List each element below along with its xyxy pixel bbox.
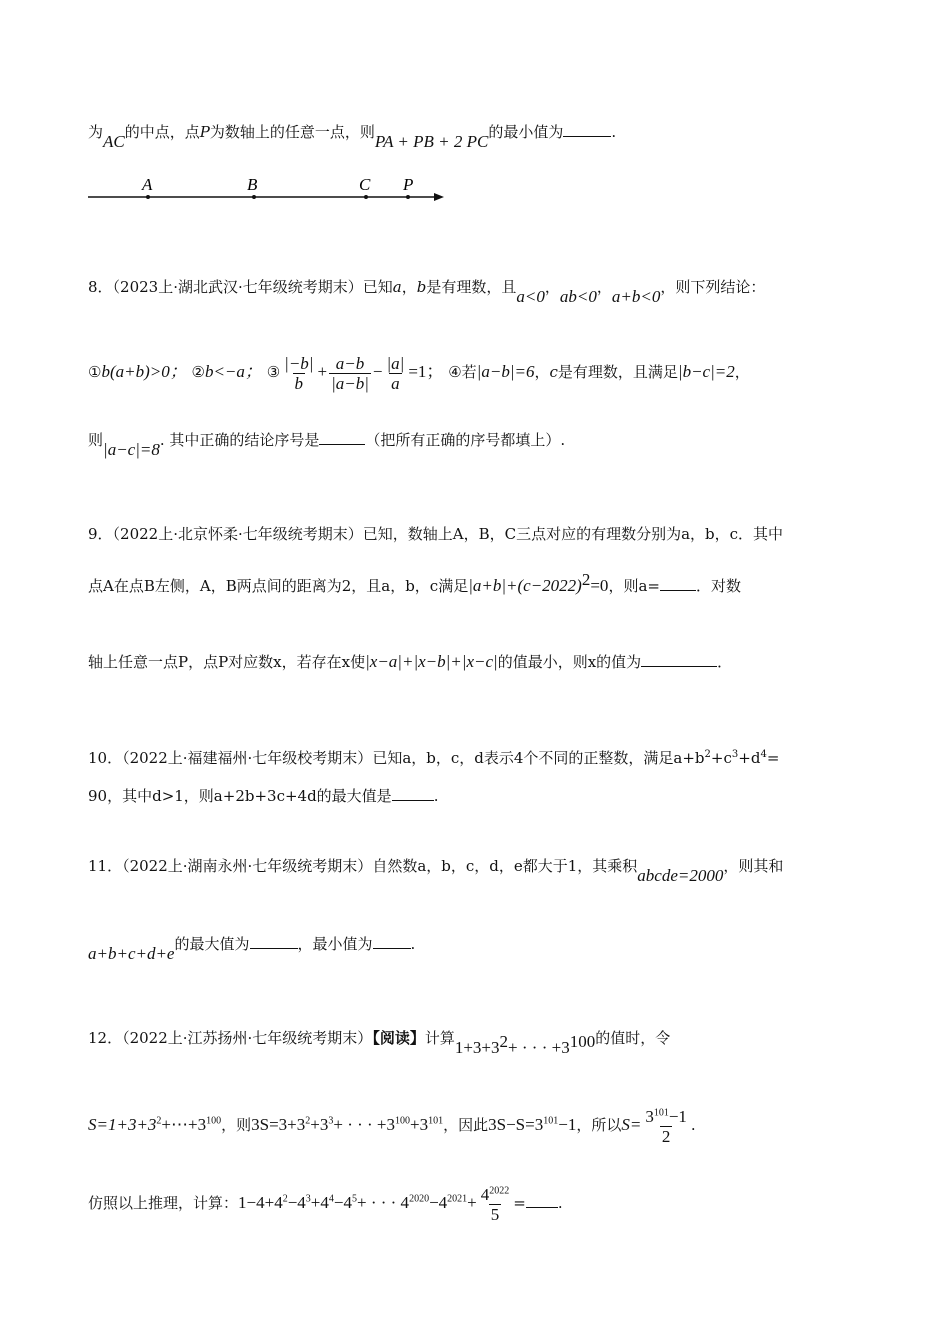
q9-text: ．对数 bbox=[695, 577, 741, 595]
q9-line-3 bbox=[88, 652, 732, 672]
exponent: 2 bbox=[499, 1032, 509, 1051]
answer-blank-max[interactable] bbox=[250, 934, 298, 949]
question-number: 10． bbox=[88, 749, 123, 767]
question-number: 11． bbox=[88, 857, 123, 875]
q12-expr: 1+3+3 bbox=[454, 1038, 500, 1057]
q12-expr: + bbox=[467, 1193, 477, 1212]
q11-line-1 bbox=[88, 856, 784, 885]
q8-text: 已知 bbox=[362, 278, 393, 296]
statement-1-mark: ① bbox=[88, 363, 102, 381]
statement-3-tail: =1； bbox=[408, 362, 444, 381]
fraction bbox=[282, 354, 315, 393]
q8-condition-3: a+b<0 bbox=[611, 287, 661, 306]
q10-text: = bbox=[766, 749, 780, 767]
q8-text: ，则下列结论： bbox=[660, 278, 766, 296]
var-c: c bbox=[549, 363, 558, 381]
q12-text: 的值时，令 bbox=[595, 1029, 671, 1047]
q12-expr: +3 bbox=[410, 1115, 429, 1134]
q12-line-1 bbox=[88, 1028, 671, 1057]
exponent: 2 bbox=[581, 570, 591, 589]
fraction-numerator: 3 bbox=[645, 1106, 654, 1126]
exponent: 3 bbox=[731, 749, 739, 760]
statement-2: b<−a； bbox=[204, 362, 262, 381]
point-c-dot bbox=[364, 195, 368, 199]
answer-blank[interactable] bbox=[660, 576, 696, 591]
reading-tag: 【阅读】 bbox=[372, 1029, 425, 1047]
q9-text: ． bbox=[717, 653, 733, 671]
q11-product-expr: abcde=2000 bbox=[637, 866, 724, 885]
statement-3-mark: ③ bbox=[266, 363, 281, 381]
point-p-dot bbox=[406, 195, 410, 199]
exponent: 2 bbox=[305, 1115, 311, 1127]
q8-text: 是有理数，且 bbox=[426, 278, 517, 296]
fraction-denominator: 2 bbox=[661, 1126, 671, 1146]
q12-expr: +4 bbox=[310, 1193, 329, 1212]
question-source: （2022上·江苏扬州·七年级统考期末） bbox=[122, 1029, 373, 1047]
q10-text: 已知a，b，c，d表示4个不同的正整数，满足a+b bbox=[372, 749, 705, 767]
q8-text: . 其中正确的结论序号是 bbox=[159, 431, 320, 449]
exponent: 101 bbox=[543, 1115, 559, 1127]
q12-expr: 3S=3+3 bbox=[251, 1115, 306, 1134]
q7-text: 为数轴上的任意一点，则 bbox=[209, 123, 375, 141]
q8-line-1: 8．（2023上·湖北武汉·七年级统考期末）已知a，b是有理数，且a<0，ab<0，a+b<0，则下列结论： bbox=[88, 278, 766, 306]
question-source: （2022上·北京怀柔·七年级统考期末） bbox=[112, 525, 363, 543]
q8-text: （把所有正确的序号都填上）. bbox=[365, 431, 566, 449]
q7-text: 的中点，点 bbox=[124, 123, 200, 141]
q12-text: ，所以 bbox=[576, 1116, 622, 1134]
q12-expr: −1 bbox=[558, 1115, 577, 1134]
exponent: 100 bbox=[395, 1115, 411, 1127]
statement-2-mark: ② bbox=[191, 363, 205, 381]
exponent: 2022 bbox=[489, 1184, 510, 1196]
q12-expr: −4 bbox=[333, 1193, 352, 1212]
q9-line-1 bbox=[88, 524, 783, 544]
q8-line-2 bbox=[88, 352, 750, 393]
q7-text: 的最小值为 bbox=[488, 123, 564, 141]
exponent: 100 bbox=[569, 1032, 596, 1051]
q7-point-p: P bbox=[199, 123, 210, 141]
q8-condition-2: ab<0 bbox=[559, 287, 597, 306]
point-c-label: C bbox=[359, 175, 371, 194]
fraction bbox=[479, 1185, 512, 1224]
fraction-numerator: |a| bbox=[386, 353, 405, 373]
statement-4-mark: ④若 bbox=[448, 363, 477, 381]
q7-text: 为 bbox=[88, 123, 104, 141]
exponent: 4 bbox=[328, 1193, 334, 1205]
question-source: （2023上·湖北武汉·七年级统考期末） bbox=[112, 278, 363, 296]
point-b-dot bbox=[252, 195, 256, 199]
question-source: （2022上·福建福州·七年级校考期末） bbox=[122, 749, 373, 767]
q8-text: ， bbox=[534, 363, 550, 381]
exponent: 101 bbox=[653, 1106, 669, 1118]
q12-line-3 bbox=[88, 1182, 563, 1224]
q12-text: 计算 bbox=[424, 1029, 455, 1047]
fraction bbox=[643, 1107, 689, 1146]
q12-expr: + · · · +3 bbox=[508, 1038, 570, 1057]
exponent: 2021 bbox=[447, 1193, 468, 1205]
exponent: 100 bbox=[206, 1115, 222, 1127]
q12-expr: +3 bbox=[310, 1115, 329, 1134]
exponent: 101 bbox=[428, 1115, 444, 1127]
q8-text: ， bbox=[401, 278, 417, 296]
statement-1: b(a+b)>0； bbox=[101, 362, 187, 381]
q11-text: 自然数a，b，c，d，e都大于1，其乘积 bbox=[372, 857, 638, 875]
question-number: 9． bbox=[88, 525, 113, 543]
fraction-denominator: |a−b| bbox=[331, 373, 369, 393]
exponent: 2 bbox=[282, 1193, 288, 1205]
answer-blank[interactable] bbox=[641, 652, 717, 667]
answer-blank-min[interactable] bbox=[373, 934, 411, 949]
q12-expr: +⋯+3 bbox=[161, 1115, 207, 1134]
exponent: 3 bbox=[328, 1115, 334, 1127]
fraction-denominator: a bbox=[391, 373, 400, 393]
exponent: 2020 bbox=[409, 1193, 430, 1205]
question-source: （2022上·湖南永州·七年级统考期末） bbox=[122, 857, 373, 875]
fraction bbox=[384, 354, 406, 393]
answer-blank[interactable] bbox=[563, 122, 611, 137]
q11-text: ，最小值为 bbox=[297, 935, 373, 953]
q8-text: 是有理数，且满足 bbox=[557, 363, 678, 381]
answer-blank[interactable] bbox=[319, 430, 365, 445]
q9-text: 已知，数轴上A，B，C三点对应的有理数分别为a，b，c．其中 bbox=[362, 525, 784, 543]
q12-expr: S=1+3+3 bbox=[88, 1115, 157, 1134]
fraction-numerator: −1 bbox=[668, 1106, 687, 1126]
q9-text: 轴上任意一点P，点P对应数x，若存在x使 bbox=[88, 653, 366, 671]
q7-line bbox=[88, 122, 617, 151]
operator: + bbox=[317, 362, 328, 381]
q11-text: 的最大值为 bbox=[174, 935, 250, 953]
q7-expr-ac: AC bbox=[103, 132, 125, 151]
fraction bbox=[329, 354, 371, 393]
point-p-label: P bbox=[403, 175, 414, 194]
question-number: 8． bbox=[88, 278, 113, 296]
exponent: 5 bbox=[351, 1193, 357, 1205]
q9-text: 的值最小，则x的值为 bbox=[497, 653, 642, 671]
q7-expr-sum: PA + PB + 2 PC bbox=[374, 132, 489, 151]
var-b: b bbox=[416, 278, 427, 296]
q9-line-2 bbox=[88, 570, 741, 596]
exponent: 2 bbox=[704, 749, 711, 760]
fraction-numerator: |−b| bbox=[284, 353, 314, 373]
q11-line-2 bbox=[88, 934, 416, 963]
statement-4-expr-3: |a−c|=8 bbox=[103, 440, 160, 459]
number-line-arrow bbox=[434, 193, 444, 201]
fraction-numerator: a−b bbox=[335, 353, 365, 373]
point-b-label: B bbox=[247, 175, 258, 194]
q11-text: ，则其和 bbox=[723, 857, 784, 875]
q10-line-2 bbox=[88, 786, 438, 806]
q12-text: . bbox=[690, 1116, 696, 1134]
exponent: 4 bbox=[760, 749, 767, 760]
q12-text: ，则 bbox=[221, 1116, 252, 1134]
exponent: 3 bbox=[305, 1193, 311, 1205]
question-number: 12． bbox=[88, 1029, 123, 1047]
q10-text: . bbox=[433, 787, 439, 805]
q9-condition-tail: =0 bbox=[590, 576, 609, 595]
q12-text: . bbox=[557, 1194, 563, 1212]
q9-text: ，则a= bbox=[608, 577, 660, 595]
answer-blank[interactable] bbox=[526, 1193, 558, 1208]
q12-text: 仿照以上推理，计算： bbox=[88, 1194, 239, 1212]
q11-sum-expr: a+b+c+d+e bbox=[88, 944, 175, 963]
q8-text: ， bbox=[734, 363, 750, 381]
point-a-dot bbox=[146, 195, 150, 199]
fraction-denominator: b bbox=[294, 373, 304, 393]
q12-expr: + · · · +3 bbox=[333, 1115, 396, 1134]
q12-expr: + · · · 4 bbox=[356, 1193, 410, 1212]
number-line bbox=[86, 172, 450, 208]
exponent: 2 bbox=[156, 1115, 162, 1127]
q7-text: . bbox=[611, 123, 617, 141]
q10-line-1 bbox=[88, 748, 779, 768]
q9-abs-sum-expr: |x−a|+|x−b|+|x−c| bbox=[365, 652, 498, 671]
operator: − bbox=[372, 362, 383, 381]
answer-blank[interactable] bbox=[392, 786, 434, 801]
q12-expr: S= bbox=[621, 1115, 642, 1134]
var-a: a bbox=[392, 278, 402, 296]
q11-text: . bbox=[410, 935, 416, 953]
q12-line-2 bbox=[88, 1104, 696, 1146]
q12-expr: 3S−S=3 bbox=[488, 1115, 544, 1134]
q9-text: 点A在点B左侧，A，B两点间的距离为2，且a，b，c满足 bbox=[88, 577, 469, 595]
point-a-label: A bbox=[142, 175, 153, 194]
statement-4-expr-2: |b−c|=2 bbox=[677, 362, 735, 381]
q12-expr: −4 bbox=[429, 1193, 448, 1212]
fraction-numerator: 4 bbox=[480, 1184, 490, 1204]
q10-text: 90，其中d>1，则a+2b+3c+4d的最大值是 bbox=[88, 787, 392, 805]
q8-line-3 bbox=[88, 430, 566, 459]
q9-condition-expr: |a+b|+(c−2022) bbox=[468, 576, 582, 595]
q10-text: +c bbox=[710, 749, 732, 767]
q12-expr: 1−4+4 bbox=[238, 1193, 283, 1212]
q12-text: = bbox=[513, 1194, 526, 1212]
fraction-denominator: 5 bbox=[490, 1204, 500, 1224]
q12-expr: −4 bbox=[287, 1193, 306, 1212]
q12-text: ，因此 bbox=[443, 1116, 489, 1134]
q8-text: 则 bbox=[88, 431, 104, 449]
q10-text: +d bbox=[738, 749, 761, 767]
q8-condition-1: a<0 bbox=[516, 287, 545, 306]
statement-4-expr-1: |a−b|=6 bbox=[476, 362, 535, 381]
